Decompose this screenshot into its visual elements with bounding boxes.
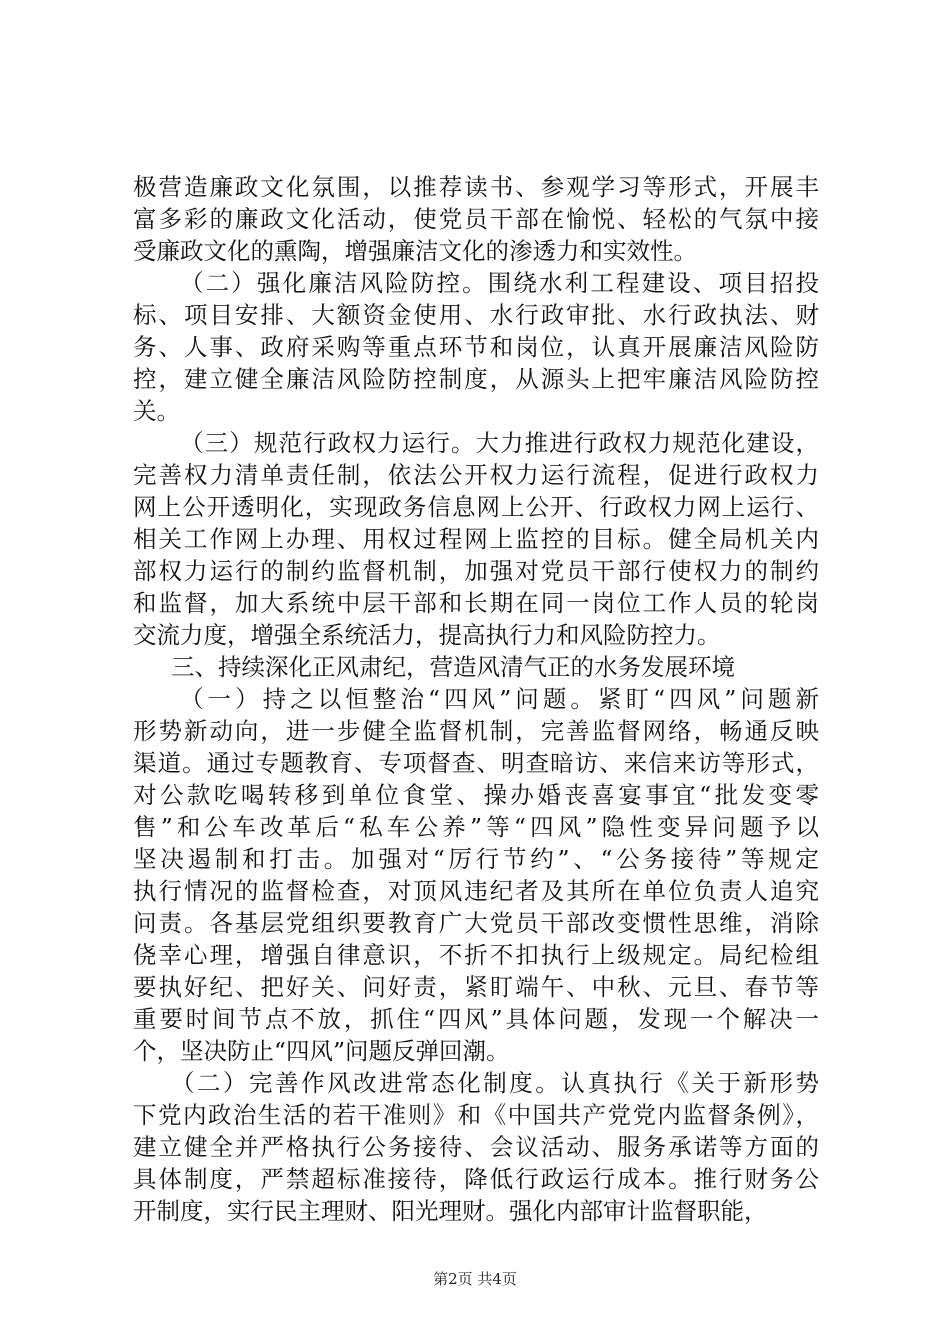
text-line: 个，坚决防止“四风”问题反弹回潮。 <box>133 1037 510 1065</box>
text-line: 具体制度，严禁超标准接待，降低行政运行成本。推行财务公 <box>133 1165 819 1193</box>
text-line: 极营造廉政文化氛围，以推荐读书、参观学习等形式，开展丰 <box>133 173 819 201</box>
text-line: 务、人事、政府采购等重点环节和岗位，认真开展廉洁风险防 <box>133 333 819 361</box>
text-line: 售”和公车改革后“私车公养”等“四风”隐性变异问题予以 <box>133 813 819 841</box>
text-line: 标、项目安排、大额资金使用、水行政审批、水行政执法、财 <box>133 301 819 329</box>
text-line: 三、持续深化正风肃纪，营造风清气正的水务发展环境 <box>171 653 735 681</box>
text-line: 坚决遏制和打击。加强对“厉行节约”、“公务接待”等规定 <box>133 845 819 873</box>
text-line: 部权力运行的制约监督机制，加强对党员干部行使权力的制约 <box>133 557 819 585</box>
text-line: 开制度，实行民主理财、阳光理财。强化内部审计监督职能， <box>133 1197 768 1225</box>
text-line: 和监督，加大系统中层干部和长期在同一岗位工作人员的轮岗 <box>133 589 819 617</box>
text-line: 渠道。通过专题教育、专项督查、明查暗访、来信来访等形式， <box>133 749 819 777</box>
text-line: 建立健全并严格执行公务接待、会议活动、服务承诺等方面的 <box>133 1133 819 1161</box>
text-line: 关。 <box>133 397 180 425</box>
text-line: 完善权力清单责任制，依法公开权力运行流程，促进行政权力 <box>133 461 819 489</box>
text-line: 要执好纪、把好关、问好责，紧盯端午、中秋、元旦、春节等 <box>133 973 819 1001</box>
text-line: 下党内政治生活的若干准则》和《中国共产党党内监督条例》， <box>133 1101 819 1129</box>
text-line: 相关工作网上办理、用权过程网上监控的目标。健全局机关内 <box>133 525 819 553</box>
text-line: 受廉政文化的熏陶，增强廉洁文化的渗透力和实效性。 <box>133 237 697 265</box>
text-line: 交流力度，增强全系统活力，提高执行力和风险防控力。 <box>133 621 721 649</box>
page-footer: 第2页 共4页 <box>433 1270 517 1288</box>
document-body <box>133 171 819 1227</box>
text-line: （二）强化廉洁风险防控。围绕水利工程建设、项目招投 <box>180 269 819 297</box>
text-line: 问责。各基层党组织要教育广大党员干部改变惯性思维，消除 <box>133 909 819 937</box>
text-line: 执行情况的监督检查，对顶风违纪者及其所在单位负责人追究 <box>133 877 819 905</box>
text-line: 侥幸心理，增强自律意识，不折不扣执行上级规定。局纪检组 <box>133 941 819 969</box>
text-line: 富多彩的廉政文化活动，使党员干部在愉悦、轻松的气氛中接 <box>133 205 819 233</box>
text-line: （二）完善作风改进常态化制度。认真执行《关于新形势 <box>171 1069 819 1097</box>
text-line: 重要时间节点不放，抓住“四风”具体问题，发现一个解决一 <box>133 1005 819 1033</box>
text-line: 形势新动向，进一步健全监督机制，完善监督网络，畅通反映 <box>133 717 819 745</box>
text-line: 对公款吃喝转移到单位食堂、操办婚丧喜宴事宜“批发变零 <box>133 781 819 809</box>
text-line: 控，建立健全廉洁风险防控制度，从源头上把牢廉洁风险防控 <box>133 365 819 393</box>
text-line: （一）持之以恒整治“四风”问题。紧盯“四风”问题新 <box>180 685 819 713</box>
text-line: （三）规范行政权力运行。大力推进行政权力规范化建设， <box>180 429 819 457</box>
text-line: 网上公开透明化，实现政务信息网上公开、行政权力网上运行、 <box>133 493 819 521</box>
